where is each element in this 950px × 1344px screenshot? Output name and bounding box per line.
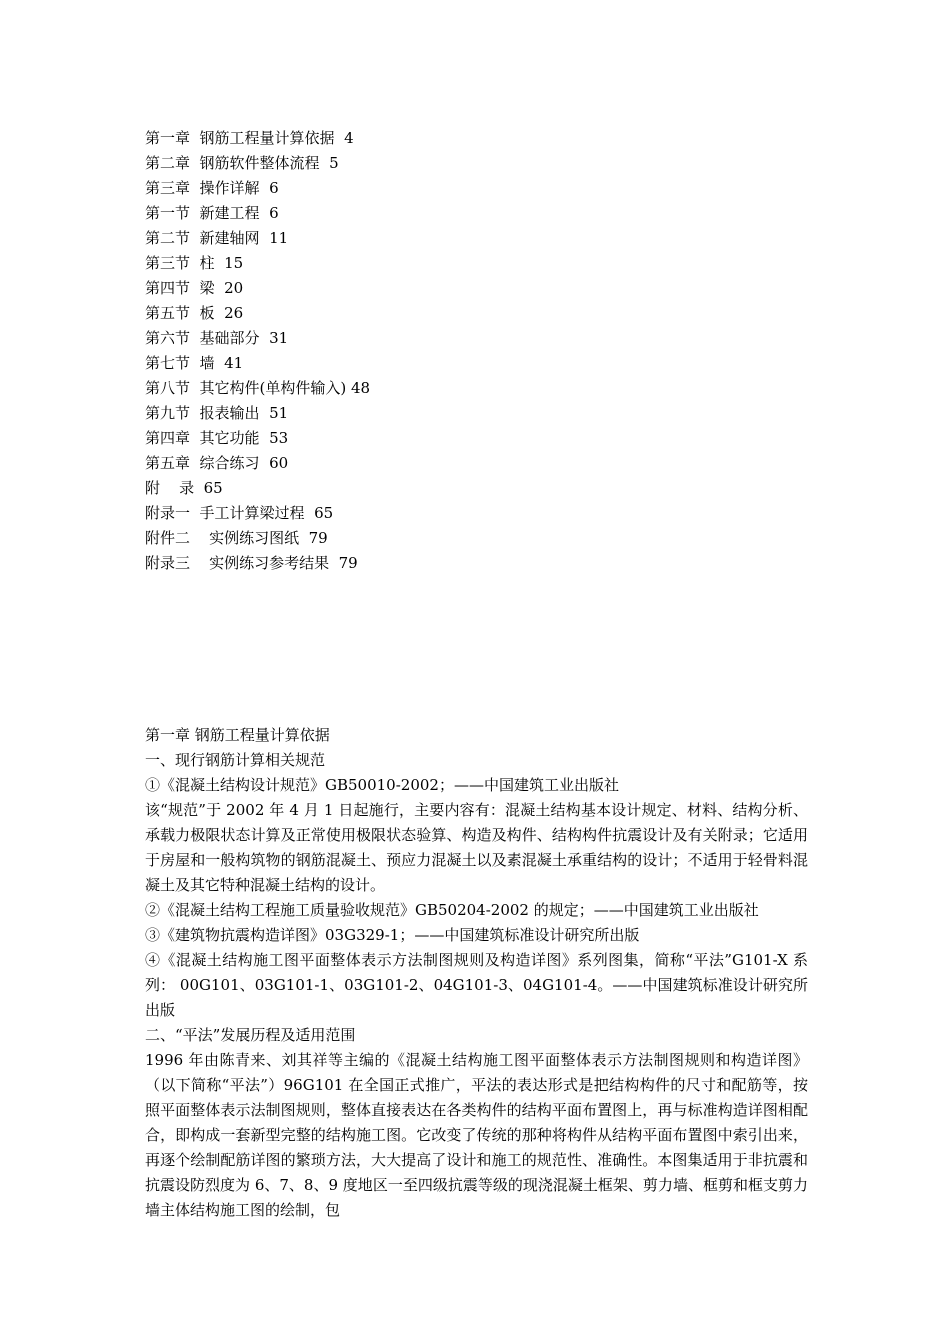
spec-item: ③《建筑物抗震构造详图》03G329-1；——中国建筑标准设计研究所出版 [145, 926, 640, 944]
section-heading: 二、“平法”发展历程及适用范围 [145, 1026, 356, 1044]
spec-description: 该“规范”于 2002 年 4 月 1 日起施行，主要内容有：混凝土结构基本设计规定、材料、结构分析、承载力极限状态计算及正常使用极限状态验算、构造及构件、结构构件抗震设计及有关附录；它适用于房屋和一般构筑物的钢筋混凝土、预应力混凝土以及素混凝土承重结构的设计；不适用于轻骨料混凝土及其它特种混凝土结构的设计。 [145, 801, 808, 894]
toc-entry: 第五节 板 26 [145, 304, 244, 322]
toc-entry: 第一章 钢筋工程量计算依据 4 [145, 129, 354, 147]
toc-entry: 第六节 基础部分 31 [145, 329, 289, 347]
toc-entry: 附录三 实例练习参考结果 79 [145, 554, 358, 572]
toc-entry: 第三节 柱 15 [145, 254, 244, 272]
toc-entry: 第二章 钢筋软件整体流程 5 [145, 154, 339, 172]
chapter-one-text [145, 723, 808, 1223]
chapter-heading: 第一章 钢筋工程量计算依据 [145, 726, 330, 744]
toc-entry: 第四章 其它功能 53 [145, 429, 289, 447]
history-paragraph: 1996 年由陈青来、刘其祥等主编的《混凝土结构施工图平面整体表示方法制图规则和构造详图》（以下简称“平法”）96G101 在全国正式推广，平法的表达形式是把结构构件的尺寸和配筋等，按照平面整体表示法制图规则，整体直接表达在各类构件的结构平面布置图上，再与标准构造详图相配合，即构成一套新型完整的结构施工图。它改变了传统的那种将构件从结构平面布置图中索引出来，再逐个绘制配筋详图的繁琐方法，大大提高了设计和施工的规范性、准确性。本图集适用于非抗震和抗震设防烈度为 6、7、8、9 度地区一至四级抗震等级的现浇混凝土框架、剪力墙、框剪和框支剪力墙主体结构施工图的绘制，包 [145, 1051, 808, 1219]
spec-item: ①《混凝土结构设计规范》GB50010-2002；——中国建筑工业出版社 [145, 776, 619, 794]
table-of-contents [145, 126, 805, 576]
toc-entry: 第五章 综合练习 60 [145, 454, 289, 472]
toc-entry: 第八节 其它构件(单构件输入) 48 [145, 379, 371, 397]
toc-entry: 第七节 墙 41 [145, 354, 244, 372]
toc-entry: 第九节 报表输出 51 [145, 404, 289, 422]
toc-entry: 附件二 实例练习图纸 79 [145, 529, 328, 547]
toc-entry: 附 录 65 [145, 479, 223, 497]
toc-entry: 第三章 操作详解 6 [145, 179, 279, 197]
spec-item: ②《混凝土结构工程施工质量验收规范》GB50204-2002 的规定；——中国建筑工业出版社 [145, 901, 759, 919]
toc-entry: 第一节 新建工程 6 [145, 204, 279, 222]
toc-entry: 附录一 手工计算梁过程 65 [145, 504, 334, 522]
toc-entry: 第二节 新建轴网 11 [145, 229, 289, 247]
section-heading: 一、现行钢筋计算相关规范 [145, 751, 326, 769]
spec-item: ④《混凝土结构施工图平面整体表示方法制图规则及构造详图》系列图集，简称“平法”G101-X 系列： 00G101、03G101-1、03G101-2、04G101-3、04G101-4。——中国建筑标准设计研究所出版 [145, 951, 808, 1019]
toc-entry: 第四节 梁 20 [145, 279, 244, 297]
